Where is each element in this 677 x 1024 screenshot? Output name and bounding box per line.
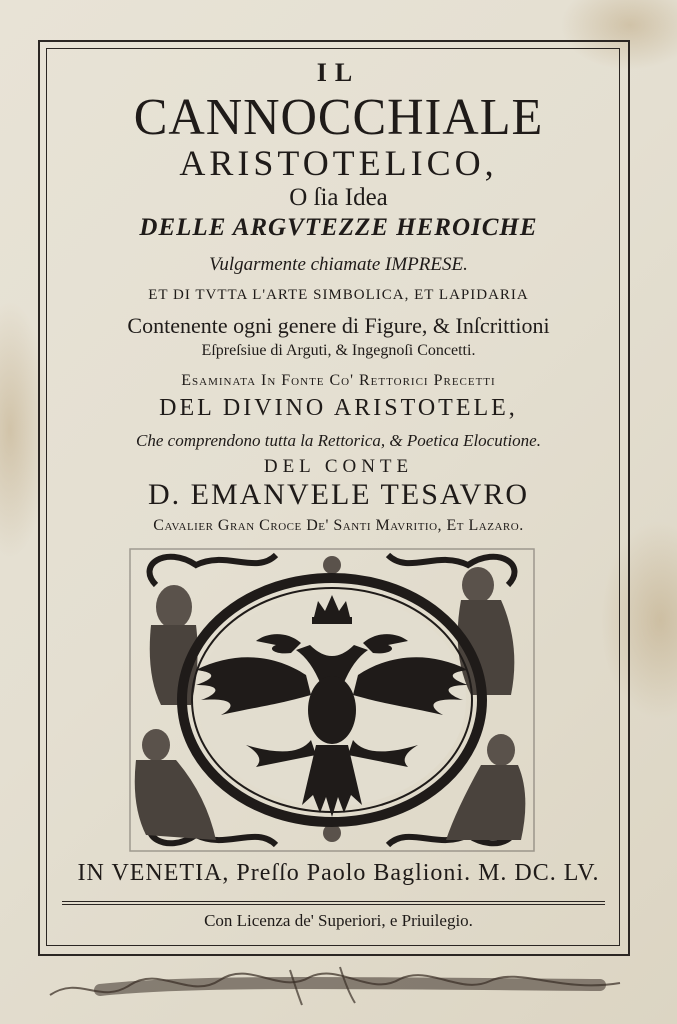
title-cannocchiale: CANNOCCHIALE: [133, 89, 544, 146]
subtitle-rettorica: Che comprendono tutta la Rettorica, & Poetica Elocutione.: [136, 431, 541, 450]
author-title: Cavalier Gran Croce De' Santi Mavritio, Et Lazaro.: [153, 517, 524, 534]
handwritten-signature-icon: [40, 955, 640, 1015]
author-name: D. EMANVELE TESAVRO: [147, 478, 530, 511]
title-aristotelico: ARISTOTELICO,: [179, 143, 498, 183]
cherub-head-top: [323, 556, 341, 574]
author-prefix: DEL CONTE: [263, 456, 414, 477]
imprint-line: IN VENETIA, Preſſo Paolo Baglioni. M. DC. LV.: [77, 860, 600, 886]
subtitle-espressive: Eſpreſsiue di Arguti, & Ingegnoſi Concetti.: [201, 342, 476, 359]
license-line: Con Licenza de' Superiori, e Priuilegio.: [204, 911, 473, 930]
subtitle-divino-aristotele: DEL DIVINO ARISTOTELE,: [159, 395, 518, 421]
allegorical-figure-top-right: [458, 567, 515, 695]
allegorical-figure-top-left: [150, 585, 198, 705]
subtitle-esaminata: Esaminata In Fonte Co' Rettorici Precetti: [181, 372, 496, 389]
subtitle-delle-argutezze: DELLE ARGVTEZZE HEROICHE: [139, 214, 538, 241]
divider-rule: [62, 901, 605, 902]
divider-rule: [62, 904, 605, 905]
subtitle-o-sia-idea: O ſia Idea: [289, 184, 388, 211]
title-line-il: IL: [316, 58, 361, 87]
subtitle-vulgarmente: Vulgarmente chiamate IMPRESE.: [209, 254, 468, 275]
subtitle-contenente: Contenente ogni genere di Figure, & Inſcrittioni: [127, 313, 550, 338]
double-headed-eagle-icon: [126, 545, 538, 855]
subtitle-arte-simbolica: ET DI TVTTA L'ARTE SIMBOLICA, ET LAPIDARIA: [148, 287, 529, 303]
